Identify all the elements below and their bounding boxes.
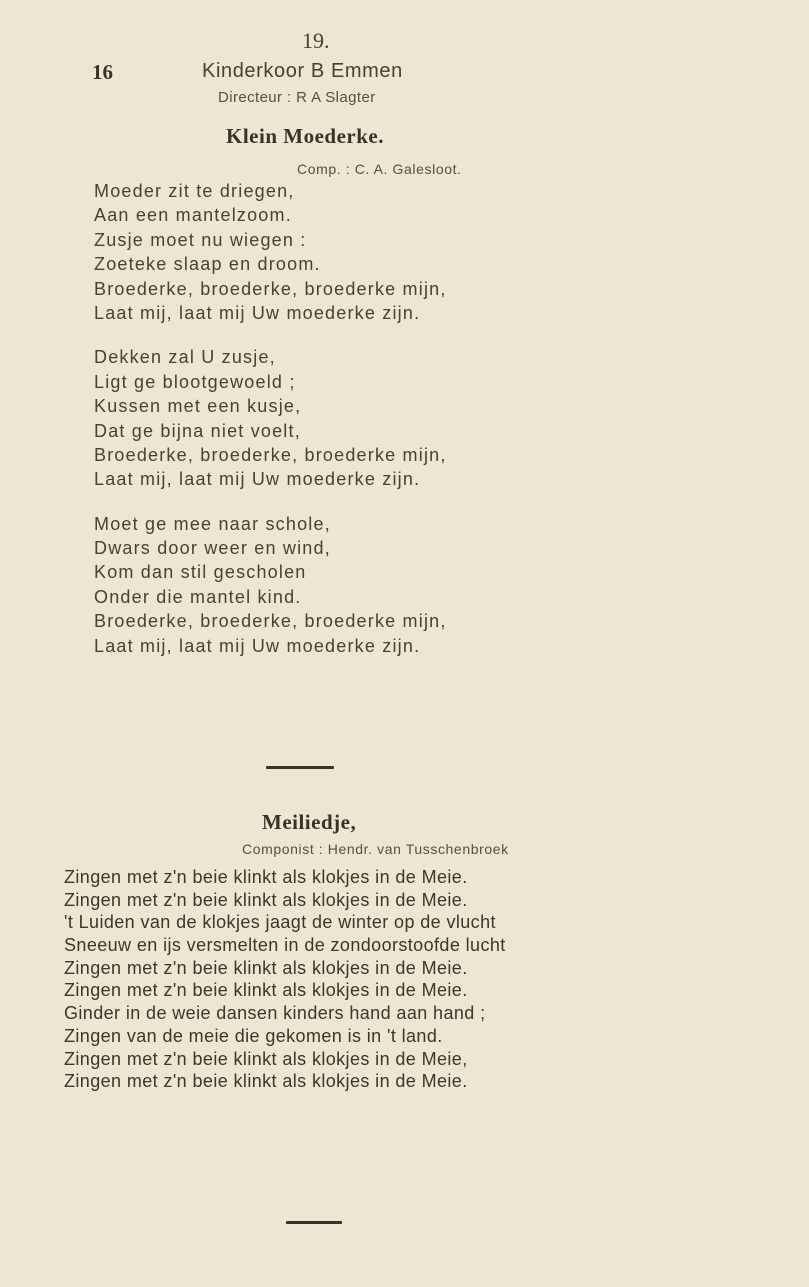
song2-lyrics: [64, 866, 506, 1093]
section-divider: [266, 766, 334, 769]
item-number: 16: [92, 60, 113, 84]
lyric-line: Zingen met z'n beie klinkt als klokjes in de Meie.: [64, 889, 468, 910]
lyric-line: Laat mij, laat mij Uw moederke zijn.: [94, 469, 421, 490]
lyric-line: Zingen met z'n beie klinkt als klokjes in de Meie,: [64, 1048, 468, 1069]
lyric-line: Zingen met z'n beie klinkt als klokjes in de Meie.: [64, 980, 468, 1001]
lyric-line: Broederke, broederke, broederke mijn,: [94, 444, 447, 465]
song1-lyrics: [94, 179, 447, 678]
lyric-line: Zingen met z'n beie klinkt als klokjes in de Meie.: [64, 867, 468, 887]
lyric-line: Zusje moet nu wiegen :: [94, 229, 307, 250]
choir-name: Kinderkoor B Emmen: [202, 60, 403, 82]
lyric-line: 't Luiden van de klokjes jaagt de winter op de vlucht: [64, 912, 496, 933]
song2-title: Meiliedje,: [262, 810, 357, 834]
stanza-1: [94, 179, 447, 325]
lyric-line: Zingen met z'n beie klinkt als klokjes in de Meie.: [64, 1071, 468, 1092]
song1-composer: Comp. : C. A. Galesloot.: [297, 161, 462, 177]
lyric-line: Moeder zit te driegen,: [94, 181, 295, 201]
lyric-line: Laat mij, laat mij Uw moederke zijn.: [94, 302, 421, 323]
end-divider: [286, 1221, 342, 1224]
lyric-line: Dat ge bijna niet voelt,: [94, 420, 301, 441]
lyric-line: Broederke, broederke, broederke mijn,: [94, 611, 447, 632]
song1-title: Klein Moederke.: [226, 124, 384, 148]
lyric-line: Sneeuw en ijs versmelten in de zondoorstoofde lucht: [64, 935, 506, 956]
lyric-line: Dwars door weer en wind,: [94, 538, 331, 559]
stanza-2: [94, 345, 447, 491]
lyric-line: Broederke, broederke, broederke mijn,: [94, 278, 447, 299]
lyric-line: Kom dan stil gescholen: [94, 562, 307, 583]
stanza-3: [94, 512, 447, 658]
lyric-line: Ligt ge blootgewoeld ;: [94, 371, 296, 392]
lyric-line: Zingen van de meie die gekomen is in 't land.: [64, 1025, 443, 1046]
lyric-line: Kussen met een kusje,: [94, 396, 302, 417]
lyric-line: Onder die mantel kind.: [94, 586, 302, 607]
lyric-line: Ginder in de weie dansen kinders hand aan hand ;: [64, 1003, 486, 1024]
lyric-line: Laat mij, laat mij Uw moederke zijn.: [94, 635, 421, 656]
song2-composer: Componist : Hendr. van Tusschenbroek: [242, 841, 509, 857]
director-line: Directeur : R A Slagter: [218, 89, 376, 106]
lyric-line: Zoeteke slaap en droom.: [94, 254, 321, 275]
lyric-line: Zingen met z'n beie klinkt als klokjes in de Meie.: [64, 957, 468, 978]
lyric-line: Dekken zal U zusje,: [94, 347, 276, 368]
lyric-line: Moet ge mee naar schole,: [94, 513, 331, 534]
lyric-line: Aan een mantelzoom.: [94, 205, 292, 226]
page-number: 19.: [302, 28, 330, 53]
